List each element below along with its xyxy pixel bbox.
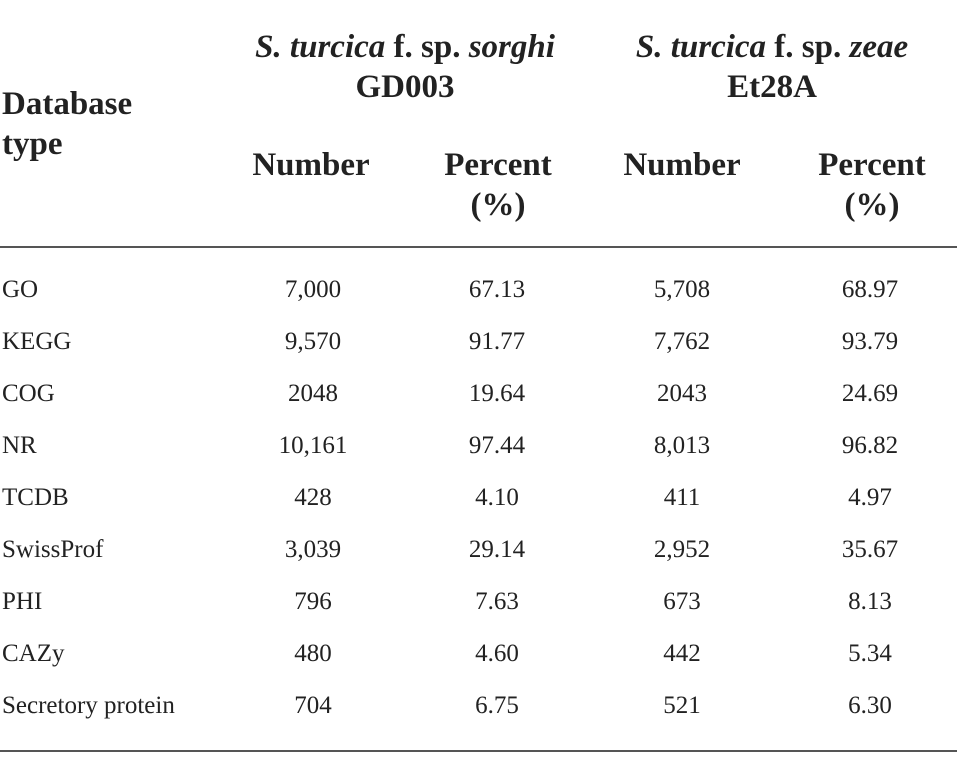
- species-name: S. turcica: [635, 29, 767, 65]
- gd003-percent-cell: 19.64: [468, 380, 526, 407]
- et28a-percent-cell: 24.69: [841, 380, 899, 407]
- database-type-cell: GO: [2, 276, 39, 303]
- gd003-number-cell: 796: [294, 588, 332, 615]
- gd003-number-cell: 428: [294, 484, 332, 511]
- table-row: [0, 628, 957, 680]
- subheader-percent-gd003: [428, 145, 568, 225]
- et28a-number-cell: 8,013: [653, 432, 711, 459]
- percent-unit: (%): [470, 187, 526, 223]
- et28a-percent-cell: 35.67: [841, 536, 899, 563]
- database-type-cell: KEGG: [2, 328, 72, 355]
- gd003-percent-cell: 29.14: [468, 536, 526, 563]
- group-strain-gd003: GD003: [355, 69, 455, 105]
- et28a-percent-cell: 4.97: [848, 484, 892, 511]
- forma-name: zeae: [849, 29, 909, 65]
- table-row: [0, 472, 957, 524]
- species-name: S. turcica: [255, 29, 386, 65]
- gd003-number-cell: 9,570: [284, 328, 342, 355]
- group-header-et28a: [592, 27, 952, 107]
- table-row: [0, 316, 957, 368]
- gd003-number-cell: 2048: [288, 380, 338, 407]
- percent-unit: (%): [844, 187, 900, 223]
- et28a-number-cell: 673: [663, 588, 701, 615]
- database-type-cell: Secretory protein: [2, 692, 175, 719]
- table-row: [0, 576, 957, 628]
- group-species-gd003: [215, 27, 595, 67]
- subheader-number-et28a: Number: [623, 147, 741, 183]
- gd003-percent-cell: 4.60: [475, 640, 519, 667]
- gd003-number-cell: 3,039: [284, 536, 342, 563]
- group-header-gd003: [215, 27, 595, 107]
- forma-name: sorghi: [468, 29, 555, 65]
- et28a-number-cell: 5,708: [653, 276, 711, 303]
- table-row: [0, 264, 957, 316]
- database-type-cell: PHI: [2, 588, 43, 615]
- et28a-percent-cell: 68.97: [841, 276, 899, 303]
- database-type-cell: NR: [2, 432, 37, 459]
- gd003-number-cell: 7,000: [284, 276, 342, 303]
- et28a-number-cell: 521: [663, 692, 701, 719]
- database-type-label: Database type: [2, 86, 133, 162]
- et28a-percent-cell: 5.34: [848, 640, 892, 667]
- et28a-number-cell: 7,762: [653, 328, 711, 355]
- table-bottom-rule: [0, 750, 957, 752]
- gd003-percent-cell: 7.63: [475, 588, 519, 615]
- group-strain-et28a: Et28A: [727, 69, 817, 105]
- database-type-header: [2, 84, 222, 164]
- table-row: [0, 368, 957, 420]
- header-divider: [0, 246, 957, 248]
- gd003-percent-cell: 91.77: [468, 328, 526, 355]
- gd003-number-cell: 480: [294, 640, 332, 667]
- subheader-percent-et28a: [802, 145, 942, 225]
- gd003-percent-cell: 6.75: [475, 692, 519, 719]
- gd003-percent-cell: 4.10: [475, 484, 519, 511]
- et28a-number-cell: 2,952: [653, 536, 711, 563]
- percent-label: Percent: [444, 147, 552, 183]
- forma-specialis-text: f. sp.: [385, 29, 469, 65]
- et28a-percent-cell: 93.79: [841, 328, 899, 355]
- et28a-percent-cell: 6.30: [848, 692, 892, 719]
- subheader-number-gd003: Number: [252, 147, 370, 183]
- et28a-percent-cell: 96.82: [841, 432, 899, 459]
- gd003-number-cell: 704: [294, 692, 332, 719]
- table-row: [0, 524, 957, 576]
- et28a-number-cell: 411: [663, 484, 701, 511]
- gd003-percent-cell: 67.13: [468, 276, 526, 303]
- forma-specialis-text: f. sp.: [766, 29, 850, 65]
- database-type-cell: TCDB: [2, 484, 69, 511]
- et28a-number-cell: 442: [663, 640, 701, 667]
- table-row: [0, 420, 957, 472]
- gd003-percent-cell: 97.44: [468, 432, 526, 459]
- group-species-et28a: [592, 27, 952, 67]
- gd003-number-cell: 10,161: [278, 432, 348, 459]
- database-type-cell: CAZy: [2, 640, 65, 667]
- database-type-cell: SwissProf: [2, 536, 104, 563]
- database-type-cell: COG: [2, 380, 55, 407]
- table-row: [0, 680, 957, 732]
- et28a-percent-cell: 8.13: [848, 588, 892, 615]
- et28a-number-cell: 2043: [657, 380, 707, 407]
- percent-label: Percent: [818, 147, 926, 183]
